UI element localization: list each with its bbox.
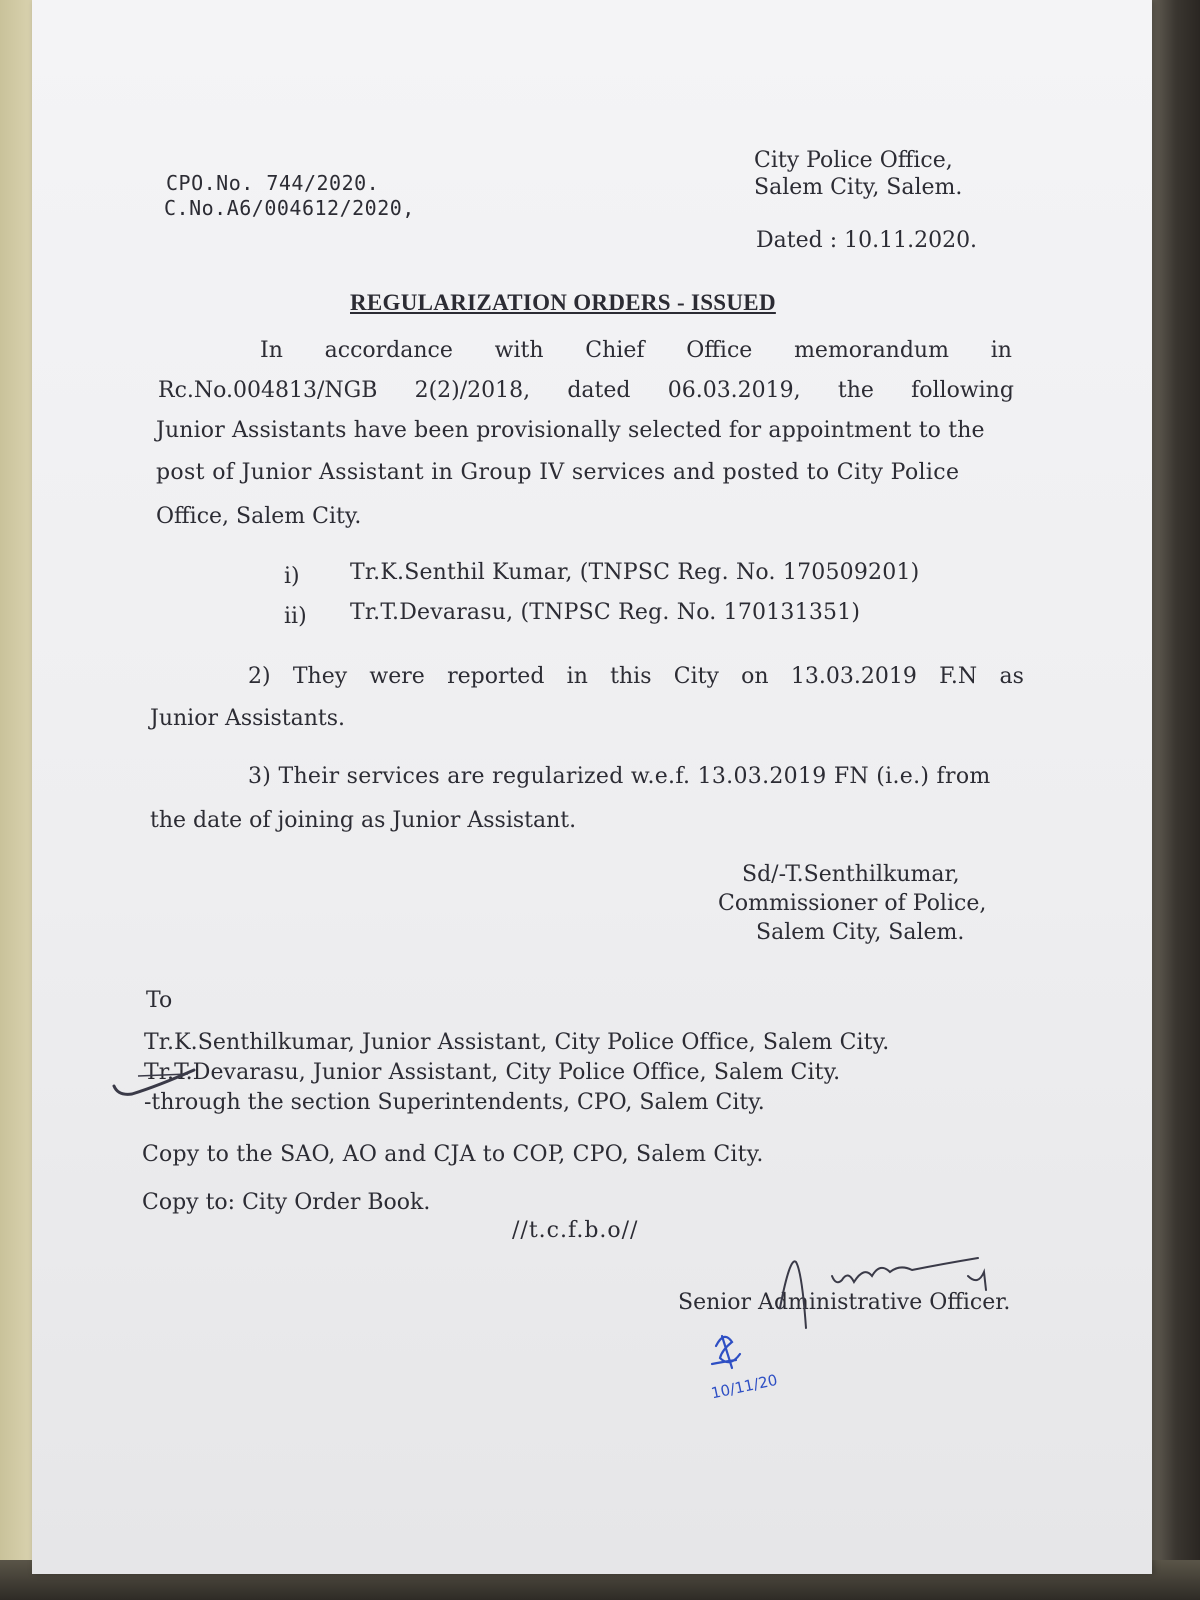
tcfbo: //t.c.f.b.o// <box>512 1218 639 1243</box>
word: F.N <box>939 664 978 689</box>
recipient-note: -through the section Superintendents, CPO, Salem City. <box>144 1090 765 1115</box>
copy-line-1: Copy to the SAO, AO and CJA to COP, CPO, Salem City. <box>142 1142 764 1167</box>
sao-signature <box>772 1246 1032 1336</box>
word: 06.03.2019, <box>667 378 801 403</box>
list-item-1: Tr.K.Senthil Kumar, (TNPSC Reg. No. 170509201) <box>350 560 920 585</box>
para3-line1: 3) Their services are regularized w.e.f. 13.03.2019 FN (i.e.) from <box>248 764 991 789</box>
word: the <box>837 378 874 403</box>
dated: Dated : 10.11.2020. <box>756 228 978 253</box>
copy-line-2: Copy to: City Order Book. <box>142 1190 431 1215</box>
word: Rc.No.004813/NGB <box>158 378 378 403</box>
recipient-1: Tr.K.Senthilkumar, Junior Assistant, City Police Office, Salem City. <box>144 1030 890 1055</box>
sao-designation: Senior Administrative Officer. <box>678 1290 1011 1315</box>
tick-mark <box>108 1056 208 1106</box>
word: They <box>292 664 348 689</box>
word: Office <box>686 338 753 363</box>
para2-line1 <box>248 664 1024 690</box>
word: reported <box>447 664 545 689</box>
word: City <box>673 664 719 689</box>
initial-date: 10/11/20 <box>709 1370 780 1403</box>
word: In <box>260 338 283 363</box>
word: 2(2)/2018, <box>414 378 531 403</box>
to-label: To <box>146 988 173 1013</box>
para1-line2 <box>158 378 1014 404</box>
signatory-location: Salem City, Salem. <box>756 920 965 945</box>
recipient-2: Tr.T.Devarasu, Junior Assistant, City Police Office, Salem City. <box>144 1060 841 1085</box>
document-title: REGULARIZATION ORDERS - ISSUED <box>350 290 776 315</box>
para1-line5: Office, Salem City. <box>156 504 362 529</box>
word: in <box>990 338 1012 363</box>
list-item-2: Tr.T.Devarasu, (TNPSC Reg. No. 170131351) <box>350 600 861 625</box>
signatory-name: Sd/-T.Senthilkumar, <box>742 862 960 887</box>
document-page <box>32 0 1152 1574</box>
word: on <box>741 664 769 689</box>
office-line-1: City Police Office, <box>754 148 953 173</box>
word: following <box>911 378 1014 403</box>
word: accordance <box>324 338 453 363</box>
word: dated <box>567 378 631 403</box>
word: this <box>610 664 652 689</box>
word: memorandum <box>794 338 949 363</box>
word: as <box>999 664 1024 689</box>
word: 13.03.2019 <box>790 664 917 689</box>
list-num-2: ii) <box>284 604 307 629</box>
para1-line4: post of Junior Assistant in Group IV services and posted to City Police <box>156 460 960 485</box>
word: Chief <box>585 338 645 363</box>
initial-mark <box>702 1324 802 1404</box>
para1-line3: Junior Assistants have been provisionally selected for appointment to the <box>156 418 985 443</box>
word: with <box>494 338 544 363</box>
word: 2) <box>248 664 271 689</box>
cpo-number: CPO.No. 744/2020. <box>166 171 380 195</box>
office-line-2: Salem City, Salem. <box>754 175 963 200</box>
signatory-designation: Commissioner of Police, <box>718 891 987 916</box>
word: in <box>566 664 588 689</box>
para1-line1 <box>260 338 1012 364</box>
para2-line2: Junior Assistants. <box>150 706 345 731</box>
list-num-1: i) <box>284 564 300 589</box>
word: were <box>369 664 425 689</box>
para3-line2: the date of joining as Junior Assistant. <box>150 808 577 833</box>
case-number: C.No.A6/004612/2020, <box>164 196 415 220</box>
